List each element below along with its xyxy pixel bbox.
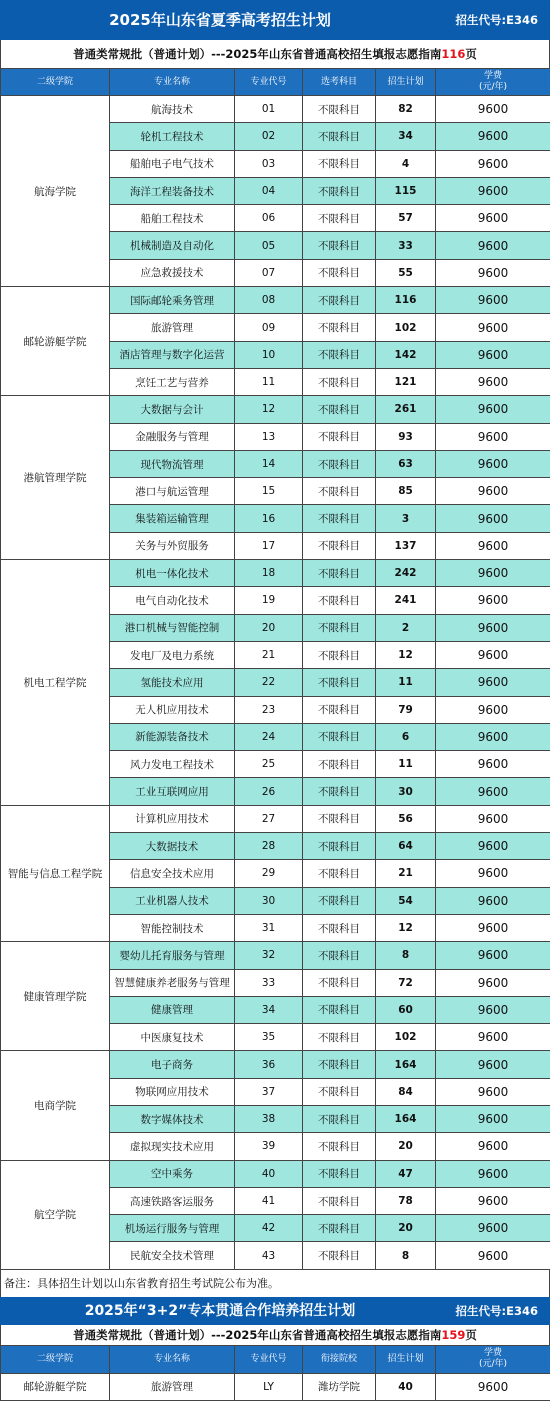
enrollment-quota: 241 <box>376 587 436 614</box>
tuition-fee: 9600 <box>436 560 550 587</box>
tuition-fee: 9600 <box>436 805 550 832</box>
major-name: 旅游管理 <box>110 1373 235 1400</box>
major-code: 40 <box>235 1160 303 1187</box>
enrollment-quota: 11 <box>376 669 436 696</box>
partner-school: 潍坊学院 <box>303 1373 376 1400</box>
enrollment-quota: 8 <box>376 1242 436 1269</box>
subject-requirement: 不限科目 <box>303 1160 376 1187</box>
tuition-fee: 9600 <box>436 1024 550 1051</box>
subject-requirement: 不限科目 <box>303 423 376 450</box>
subject-requirement: 不限科目 <box>303 669 376 696</box>
subject-requirement: 不限科目 <box>303 177 376 204</box>
college-name: 邮轮游艇学院 <box>1 287 110 396</box>
major-code: 39 <box>235 1133 303 1160</box>
enrollment-quota: 11 <box>376 751 436 778</box>
major-name: 工业互联网应用 <box>110 778 235 805</box>
major-name: 船舶电子电气技术 <box>110 150 235 177</box>
subject-requirement: 不限科目 <box>303 259 376 286</box>
table-row <box>1 560 550 587</box>
enrollment-quota: 164 <box>376 1051 436 1078</box>
subject-requirement: 不限科目 <box>303 150 376 177</box>
plan2-header-row <box>1 1345 550 1373</box>
major-code: 20 <box>235 614 303 641</box>
major-code: 17 <box>235 532 303 559</box>
tuition-fee: 9600 <box>436 1215 550 1242</box>
subject-requirement: 不限科目 <box>303 1105 376 1132</box>
major-name: 物联网应用技术 <box>110 1078 235 1105</box>
tuition-fee: 9600 <box>436 96 550 123</box>
plan2-col-tuition-label: 学费 <box>484 1348 502 1358</box>
major-code: 23 <box>235 696 303 723</box>
plan2-subtitle <box>0 1325 550 1345</box>
tuition-fee: 9600 <box>436 232 550 259</box>
major-name: 电气自动化技术 <box>110 587 235 614</box>
plan-title: 2025年山东省夏季高考招生计划 <box>0 0 440 40</box>
tuition-fee: 9600 <box>436 177 550 204</box>
tuition-fee: 9600 <box>436 368 550 395</box>
subject-requirement: 不限科目 <box>303 341 376 368</box>
subject-requirement: 不限科目 <box>303 478 376 505</box>
major-code: 28 <box>235 833 303 860</box>
major-name: 集装箱运输管理 <box>110 505 235 532</box>
major-name: 计算机应用技术 <box>110 805 235 832</box>
college-name: 航海学院 <box>1 96 110 287</box>
guide-page-number: 116 <box>441 47 465 61</box>
subject-requirement: 不限科目 <box>303 396 376 423</box>
tuition-fee: 9600 <box>436 1051 550 1078</box>
plan-subtitle <box>0 40 550 68</box>
tuition-fee: 9600 <box>436 751 550 778</box>
college-name: 智能与信息工程学院 <box>1 805 110 941</box>
major-code: 25 <box>235 751 303 778</box>
subject-requirement: 不限科目 <box>303 314 376 341</box>
subject-requirement: 不限科目 <box>303 614 376 641</box>
major-name: 港口与航运管理 <box>110 478 235 505</box>
college-name: 机电工程学院 <box>1 560 110 806</box>
major-code: 04 <box>235 177 303 204</box>
enrollment-quota: 8 <box>376 942 436 969</box>
tuition-fee: 9600 <box>436 287 550 314</box>
major-code: LY <box>235 1373 303 1400</box>
enrollment-quota: 84 <box>376 1078 436 1105</box>
table-row <box>1 1373 550 1400</box>
major-name: 新能源装备技术 <box>110 723 235 750</box>
table-row <box>1 942 550 969</box>
tuition-fee: 9600 <box>436 723 550 750</box>
enrollment-quota: 57 <box>376 205 436 232</box>
tuition-fee: 9600 <box>436 205 550 232</box>
major-name: 虚拟现实技术应用 <box>110 1133 235 1160</box>
tuition-fee: 9600 <box>436 833 550 860</box>
table-row <box>1 96 550 123</box>
major-name: 机电一体化技术 <box>110 560 235 587</box>
plan-table <box>0 68 550 1270</box>
college-name: 电商学院 <box>1 1051 110 1160</box>
subject-requirement: 不限科目 <box>303 532 376 559</box>
major-code: 01 <box>235 96 303 123</box>
subject-requirement: 不限科目 <box>303 232 376 259</box>
college-name: 航空学院 <box>1 1160 110 1269</box>
major-name: 旅游管理 <box>110 314 235 341</box>
enrollment-quota: 4 <box>376 150 436 177</box>
tuition-fee: 9600 <box>436 860 550 887</box>
major-code: 29 <box>235 860 303 887</box>
enrollment-quota: 3 <box>376 505 436 532</box>
plan2-col-tuition-unit: (元/年) <box>479 1359 507 1369</box>
major-name: 信息安全技术应用 <box>110 860 235 887</box>
enrollment-quota: 33 <box>376 232 436 259</box>
col-quota: 招生计划 <box>376 69 436 96</box>
enrollment-quota: 93 <box>376 423 436 450</box>
enrollment-quota: 20 <box>376 1215 436 1242</box>
table-row <box>1 805 550 832</box>
major-code: 08 <box>235 287 303 314</box>
plan2-col-quota: 招生计划 <box>376 1345 436 1373</box>
enrollment-quota: 142 <box>376 341 436 368</box>
tuition-fee: 9600 <box>436 150 550 177</box>
tuition-fee: 9600 <box>436 587 550 614</box>
major-code: 24 <box>235 723 303 750</box>
tuition-fee: 9600 <box>436 1373 550 1400</box>
plan2-subtitle-suffix: 页 <box>465 1328 477 1342</box>
enrollment-quota: 102 <box>376 314 436 341</box>
major-name: 风力发电工程技术 <box>110 751 235 778</box>
enrollment-quota: 20 <box>376 1133 436 1160</box>
major-code: 43 <box>235 1242 303 1269</box>
major-name: 智慧健康养老服务与管理 <box>110 969 235 996</box>
table-row <box>1 287 550 314</box>
major-name: 大数据技术 <box>110 833 235 860</box>
plan-table-body <box>1 96 550 1270</box>
enrollment-quota: 137 <box>376 532 436 559</box>
major-code: 35 <box>235 1024 303 1051</box>
major-code: 09 <box>235 314 303 341</box>
col-major-code: 专业代号 <box>235 69 303 96</box>
major-code: 13 <box>235 423 303 450</box>
major-code: 12 <box>235 396 303 423</box>
major-code: 16 <box>235 505 303 532</box>
tuition-fee: 9600 <box>436 123 550 150</box>
tuition-fee: 9600 <box>436 314 550 341</box>
tuition-fee: 9600 <box>436 914 550 941</box>
tuition-fee: 9600 <box>436 341 550 368</box>
tuition-fee: 9600 <box>436 423 550 450</box>
major-code: 11 <box>235 368 303 395</box>
tuition-fee: 9600 <box>436 505 550 532</box>
college-name: 邮轮游艇学院 <box>1 1373 110 1400</box>
enrollment-code: 招生代号:E346 <box>456 0 538 40</box>
major-code: 42 <box>235 1215 303 1242</box>
plan2-banner <box>0 1297 550 1325</box>
tuition-fee: 9600 <box>436 1078 550 1105</box>
major-code: 07 <box>235 259 303 286</box>
major-code: 37 <box>235 1078 303 1105</box>
subject-requirement: 不限科目 <box>303 778 376 805</box>
tuition-fee: 9600 <box>436 887 550 914</box>
college-name: 港航管理学院 <box>1 396 110 560</box>
major-code: 06 <box>235 205 303 232</box>
major-name: 现代物流管理 <box>110 450 235 477</box>
enrollment-quota: 242 <box>376 560 436 587</box>
subject-requirement: 不限科目 <box>303 287 376 314</box>
tuition-fee: 9600 <box>436 996 550 1023</box>
col-subjects: 选考科目 <box>303 69 376 96</box>
major-name: 氢能技术应用 <box>110 669 235 696</box>
subject-requirement: 不限科目 <box>303 887 376 914</box>
major-code: 31 <box>235 914 303 941</box>
major-name: 应急救援技术 <box>110 259 235 286</box>
subject-requirement: 不限科目 <box>303 833 376 860</box>
col-tuition-unit: (元/年) <box>479 82 507 92</box>
major-name: 机场运行服务与管理 <box>110 1215 235 1242</box>
major-name: 航海技术 <box>110 96 235 123</box>
plan2-guide-page-number: 159 <box>441 1328 465 1342</box>
subject-requirement: 不限科目 <box>303 1078 376 1105</box>
tuition-fee: 9600 <box>436 641 550 668</box>
tuition-fee: 9600 <box>436 478 550 505</box>
plan2-table-body <box>1 1373 550 1400</box>
enrollment-quota: 72 <box>376 969 436 996</box>
major-code: 14 <box>235 450 303 477</box>
subject-requirement: 不限科目 <box>303 723 376 750</box>
major-name: 大数据与会计 <box>110 396 235 423</box>
major-name: 民航安全技术管理 <box>110 1242 235 1269</box>
major-code: 34 <box>235 996 303 1023</box>
major-code: 19 <box>235 587 303 614</box>
plan-banner <box>0 0 550 40</box>
plan2-title: 2025年“3+2”专本贯通合作培养招生计划 <box>0 1297 440 1325</box>
college-name: 健康管理学院 <box>1 942 110 1051</box>
major-code: 18 <box>235 560 303 587</box>
major-code: 15 <box>235 478 303 505</box>
subject-requirement: 不限科目 <box>303 969 376 996</box>
enrollment-quota: 121 <box>376 368 436 395</box>
major-code: 36 <box>235 1051 303 1078</box>
major-code: 03 <box>235 150 303 177</box>
plan2-enrollment-code: 招生代号:E346 <box>456 1297 538 1325</box>
enrollment-quota: 6 <box>376 723 436 750</box>
subject-requirement: 不限科目 <box>303 1051 376 1078</box>
col-major: 专业名称 <box>110 69 235 96</box>
major-name: 智能控制技术 <box>110 914 235 941</box>
subject-requirement: 不限科目 <box>303 1242 376 1269</box>
major-name: 港口机械与智能控制 <box>110 614 235 641</box>
major-name: 船舶工程技术 <box>110 205 235 232</box>
tuition-fee: 9600 <box>436 614 550 641</box>
major-name: 中医康复技术 <box>110 1024 235 1051</box>
subject-requirement: 不限科目 <box>303 505 376 532</box>
major-code: 38 <box>235 1105 303 1132</box>
major-name: 婴幼儿托育服务与管理 <box>110 942 235 969</box>
tuition-fee: 9600 <box>436 778 550 805</box>
table-header-row <box>1 69 550 96</box>
subject-requirement: 不限科目 <box>303 860 376 887</box>
major-code: 30 <box>235 887 303 914</box>
col-tuition <box>436 69 550 96</box>
subject-requirement: 不限科目 <box>303 560 376 587</box>
major-code: 10 <box>235 341 303 368</box>
table-row <box>1 1051 550 1078</box>
plan2-table <box>0 1345 550 1401</box>
tuition-fee: 9600 <box>436 1160 550 1187</box>
enrollment-quota: 63 <box>376 450 436 477</box>
subject-requirement: 不限科目 <box>303 942 376 969</box>
enrollment-quota: 47 <box>376 1160 436 1187</box>
subject-requirement: 不限科目 <box>303 641 376 668</box>
subject-requirement: 不限科目 <box>303 751 376 778</box>
major-code: 26 <box>235 778 303 805</box>
enrollment-quota: 102 <box>376 1024 436 1051</box>
enrollment-quota: 34 <box>376 123 436 150</box>
table-row <box>1 396 550 423</box>
major-name: 轮机工程技术 <box>110 123 235 150</box>
plan2-col-tuition <box>436 1345 550 1373</box>
tuition-fee: 9600 <box>436 1187 550 1214</box>
major-name: 机械制造及自动化 <box>110 232 235 259</box>
major-code: 02 <box>235 123 303 150</box>
subject-requirement: 不限科目 <box>303 696 376 723</box>
subject-requirement: 不限科目 <box>303 123 376 150</box>
subject-requirement: 不限科目 <box>303 450 376 477</box>
major-name: 金融服务与管理 <box>110 423 235 450</box>
major-code: 05 <box>235 232 303 259</box>
tuition-fee: 9600 <box>436 1105 550 1132</box>
major-code: 27 <box>235 805 303 832</box>
subject-requirement: 不限科目 <box>303 96 376 123</box>
subject-requirement: 不限科目 <box>303 368 376 395</box>
enrollment-quota: 116 <box>376 287 436 314</box>
enrollment-quota: 261 <box>376 396 436 423</box>
major-name: 发电厂及电力系统 <box>110 641 235 668</box>
enrollment-quota: 115 <box>376 177 436 204</box>
major-name: 无人机应用技术 <box>110 696 235 723</box>
subject-requirement: 不限科目 <box>303 1215 376 1242</box>
major-name: 电子商务 <box>110 1051 235 1078</box>
plan2-col-major-code: 专业代号 <box>235 1345 303 1373</box>
tuition-fee: 9600 <box>436 450 550 477</box>
enrollment-quota: 21 <box>376 860 436 887</box>
enrollment-quota: 78 <box>376 1187 436 1214</box>
enrollment-quota: 12 <box>376 641 436 668</box>
subject-requirement: 不限科目 <box>303 914 376 941</box>
major-name: 健康管理 <box>110 996 235 1023</box>
tuition-fee: 9600 <box>436 1242 550 1269</box>
enrollment-quota: 54 <box>376 887 436 914</box>
enrollment-quota: 55 <box>376 259 436 286</box>
tuition-fee: 9600 <box>436 259 550 286</box>
major-name: 酒店管理与数字化运营 <box>110 341 235 368</box>
major-name: 数字媒体技术 <box>110 1105 235 1132</box>
tuition-fee: 9600 <box>436 942 550 969</box>
enrollment-quota: 40 <box>376 1373 436 1400</box>
major-name: 关务与外贸服务 <box>110 532 235 559</box>
tuition-fee: 9600 <box>436 396 550 423</box>
subject-requirement: 不限科目 <box>303 205 376 232</box>
plan2-subtitle-text: 普通类常规批（普通计划）---2025年山东省普通高校招生填报志愿指南 <box>73 1328 441 1342</box>
table-row <box>1 1160 550 1187</box>
major-code: 33 <box>235 969 303 996</box>
subtitle-suffix: 页 <box>465 47 477 61</box>
enrollment-quota: 2 <box>376 614 436 641</box>
tuition-fee: 9600 <box>436 969 550 996</box>
enrollment-quota: 30 <box>376 778 436 805</box>
enrollment-quota: 56 <box>376 805 436 832</box>
tuition-fee: 9600 <box>436 669 550 696</box>
enrollment-quota: 64 <box>376 833 436 860</box>
major-name: 烹饪工艺与营养 <box>110 368 235 395</box>
enrollment-quota: 82 <box>376 96 436 123</box>
major-code: 32 <box>235 942 303 969</box>
subtitle-text: 普通类常规批（普通计划）---2025年山东省普通高校招生填报志愿指南 <box>73 47 441 61</box>
major-code: 21 <box>235 641 303 668</box>
enrollment-quota: 164 <box>376 1105 436 1132</box>
subject-requirement: 不限科目 <box>303 805 376 832</box>
major-name: 国际邮轮乘务管理 <box>110 287 235 314</box>
subject-requirement: 不限科目 <box>303 1187 376 1214</box>
major-name: 海洋工程装备技术 <box>110 177 235 204</box>
major-code: 41 <box>235 1187 303 1214</box>
enrollment-quota: 60 <box>376 996 436 1023</box>
major-code: 22 <box>235 669 303 696</box>
col-tuition-label: 学费 <box>484 71 502 81</box>
major-name: 空中乘务 <box>110 1160 235 1187</box>
col-college: 二级学院 <box>1 69 110 96</box>
plan2-col-partner-school: 衔接院校 <box>303 1345 376 1373</box>
major-name: 工业机器人技术 <box>110 887 235 914</box>
subject-requirement: 不限科目 <box>303 1133 376 1160</box>
major-name: 高速铁路客运服务 <box>110 1187 235 1214</box>
tuition-fee: 9600 <box>436 696 550 723</box>
enrollment-quota: 12 <box>376 914 436 941</box>
enrollment-quota: 79 <box>376 696 436 723</box>
plan2-col-major: 专业名称 <box>110 1345 235 1373</box>
subject-requirement: 不限科目 <box>303 1024 376 1051</box>
plan2-col-college: 二级学院 <box>1 1345 110 1373</box>
enrollment-quota: 85 <box>376 478 436 505</box>
subject-requirement: 不限科目 <box>303 587 376 614</box>
tuition-fee: 9600 <box>436 1133 550 1160</box>
footnote: 备注：具体招生计划以山东省教育招生考试院公布为准。 <box>0 1270 550 1297</box>
subject-requirement: 不限科目 <box>303 996 376 1023</box>
tuition-fee: 9600 <box>436 532 550 559</box>
